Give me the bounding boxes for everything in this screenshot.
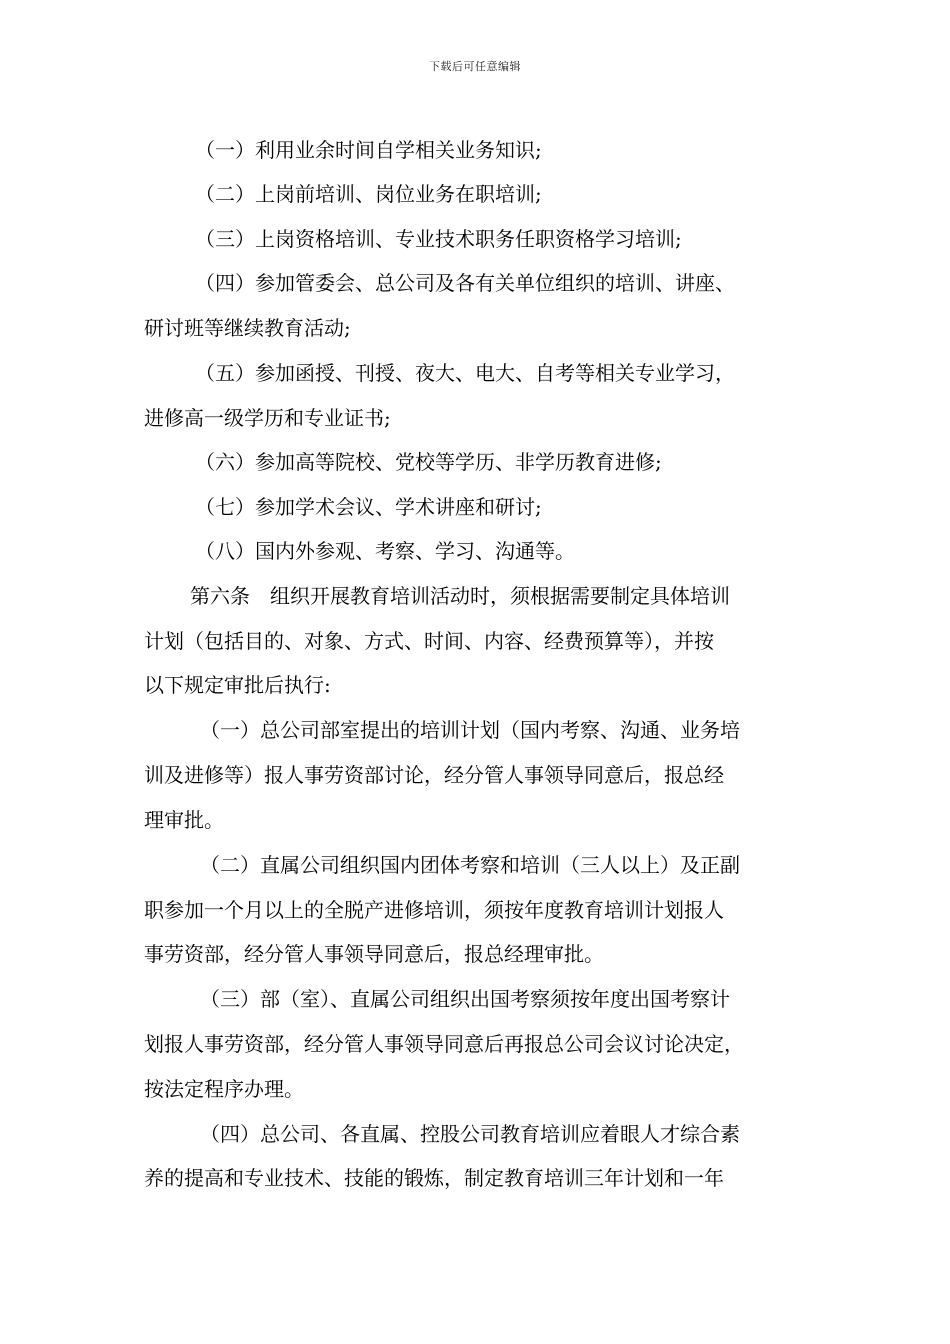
paragraph-line: 职参加一个月以上的全脱产进修培训，须按年度教育培训计划报人 xyxy=(144,898,724,922)
clause-three: （三）部（室）、直属公司组织出国考察须按年度出国考察计 xyxy=(200,987,730,1011)
list-item: （六）参加高等院校、党校等学历、非学历教育进修; xyxy=(195,450,662,474)
article-six-paragraph: 第六条 组织开展教育培训活动时，须根据需要制定具体培训 xyxy=(190,584,730,608)
list-item: （八）国内外参观、考察、学习、沟通等。 xyxy=(195,539,575,563)
paragraph-line: 划报人事劳资部，经分管人事领导同意后再报总公司会议讨论决定， xyxy=(144,1032,744,1056)
clause-two: （二）直属公司组织国内团体考察和培训（三人以上）及正副 xyxy=(200,853,740,877)
paragraph-line: 训及进修等）报人事劳资部讨论，经分管人事领导同意后，报总经 xyxy=(144,763,724,787)
list-item-continuation: 进修高一级学历和专业证书; xyxy=(144,406,391,430)
page-header: 下载后可任意编辑 xyxy=(429,60,521,73)
paragraph-line: 按法定程序办理。 xyxy=(144,1077,304,1101)
clause-one: （一）总公司部室提出的培训计划（国内考察、沟通、业务培 xyxy=(200,718,740,742)
list-item: （五）参加函授、刊授、夜大、电大、自考等相关专业学习， xyxy=(195,361,735,385)
list-item-continuation: 研讨班等继续教育活动; xyxy=(144,316,351,340)
list-item: （四）参加管委会、总公司及各有关单位组织的培训、讲座、 xyxy=(195,271,735,295)
list-item: （二）上岗前培训、岗位业务在职培训; xyxy=(195,182,542,206)
paragraph-line: 以下规定审批后执行: xyxy=(144,673,331,697)
paragraph-line: 养的提高和专业技术、技能的锻炼，制定教育培训三年计划和一年 xyxy=(144,1166,724,1190)
clause-four: （四）总公司、各直属、控股公司教育培训应着眼人才综合素 xyxy=(200,1122,740,1146)
list-item: （七）参加学术会议、学术讲座和研讨; xyxy=(195,495,542,519)
list-item: （三）上岗资格培训、专业技术职务任职资格学习培训; xyxy=(195,227,682,251)
paragraph-line: 事劳资部，经分管人事领导同意后，报总经理审批。 xyxy=(144,942,604,966)
paragraph-line: 理审批。 xyxy=(144,808,224,832)
list-item: （一）利用业余时间自学相关业务知识; xyxy=(195,138,542,162)
paragraph-line: 计划（包括目的、对象、方式、时间、内容、经费预算等），并按 xyxy=(144,629,714,653)
